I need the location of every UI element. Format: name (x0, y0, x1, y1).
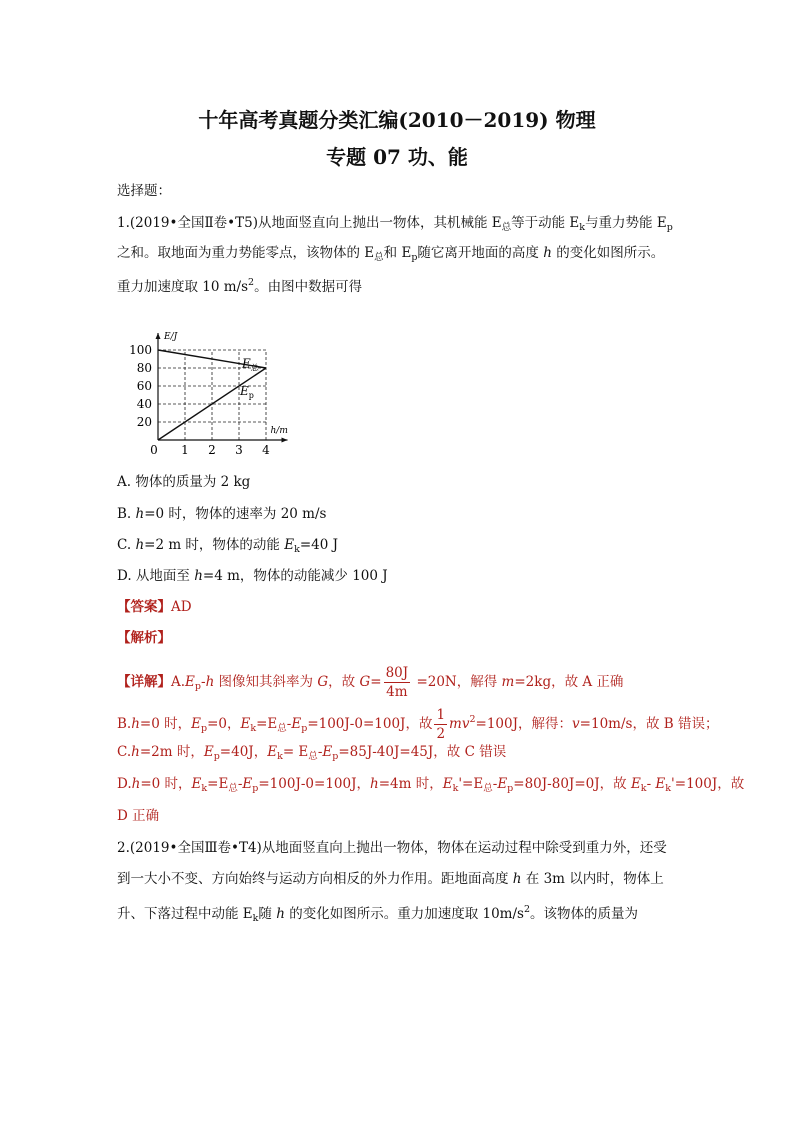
q1-option-c: C. h=2 m 时，物体的动能 $E_k=40$ J (117, 537, 339, 555)
y-tick-label: 100 (129, 343, 152, 357)
x-tick-label: 3 (235, 443, 243, 457)
x-tick-label: 4 (262, 443, 270, 457)
y-tick-label: 80 (136, 361, 152, 375)
q1-stem-line-1: 1.(2019•全国Ⅱ卷•T5)从地面竖直向上抛出一物体，其机械能 $E_总$等于动能 $E_k$与重力势能 $E_p$ (117, 215, 673, 233)
q1-answer: 【答案】AD (117, 599, 192, 615)
energy-height-chart (124, 308, 314, 458)
y-axis-arrow (156, 333, 161, 339)
section-label: 选择题： (117, 183, 171, 199)
y-axis-label: E/J (164, 332, 178, 342)
series-label-总: $E_总$ (242, 356, 259, 373)
q2-stem-line-2: 到一大小不变、方向始终与运动方向相反的外力作用。距地面高度 h 在 3m 以内时，物体上 (117, 871, 664, 887)
y-tick-label: 60 (136, 379, 152, 393)
q1-detail-d-tail: D 正确 (117, 808, 160, 824)
fraction-80j-4m: $\frac{80J}{4m}$ (385, 665, 409, 700)
q2-stem-line-1: 2.(2019•全国Ⅲ卷•T4)从地面竖直向上抛出一物体，物体在运动过程中除受到重力外，还受 (117, 840, 667, 856)
x-tick-label: 0 (150, 443, 158, 457)
q1-detail-c: C.h=2m 时，$E_p=40J$，$E_k= E_总-E_p=85J-40J=45J$，故 C 错误 (117, 744, 507, 762)
q1-stem-line-3: 重力加速度取 10 $m/s^2$。由图中数据可得 (117, 277, 363, 295)
q1-detail-b: B.h=0 时，$E_p=0$，$E_k=E_总-E_p=100J-0=100J$，故 $\frac{1}{2}$ $mv^2=100J$，解得：v=10m/s，故 B 错误； (117, 707, 719, 742)
y-tick-label: 40 (136, 397, 152, 411)
q1-detail-d: D.h=0 时，$E_k=E_总-E_p=100J-0=100J$，h=4m 时，$E_k'=E_总-E_p=80J-80J=0J$，故 $E_k-$ $E_k'=100J$，故 (117, 776, 745, 794)
fraction-one-half: $\frac{1}{2}$ (436, 707, 446, 742)
document-title: 十年高考真题分类汇编(2010－2019) 物理 (198, 108, 596, 132)
q1-option-d: D. 从地面至 h=4 m，物体的动能减少 100 J (117, 568, 388, 584)
y-tick-label: 20 (136, 415, 152, 429)
q2-stem-line-3: 升、下落过程中动能 $E_k$随 h 的变化如图所示。重力加速度取 $10m/s^2$。该物体的质量为 (117, 904, 639, 924)
x-axis-label: h/m (270, 426, 288, 436)
q1-stem-line-2: 之和。取地面为重力势能零点，该物体的 $E_总$和 $E_p$随它离开地面的高度 h 的变化如图所示。 (117, 245, 665, 263)
q1-option-b: B. h=0 时，物体的速率为 20 m/s (117, 506, 327, 522)
q1-detail-a: 【详解】$A.E_p-h$ 图像知其斜率为 G，故 G= $\frac{80J}{4m}$ =20N，解得 m=2kg，故 A 正确 (117, 665, 624, 700)
x-tick-label: 2 (208, 443, 216, 457)
x-tick-label: 1 (181, 443, 189, 457)
document-subtitle: 专题 07 功、能 (326, 145, 468, 169)
series-label-p: $E_p$ (240, 384, 254, 400)
q1-analysis-label: 【解析】 (117, 630, 171, 646)
x-axis-arrow (282, 438, 288, 443)
q1-option-a: A. 物体的质量为 2 kg (117, 474, 251, 490)
